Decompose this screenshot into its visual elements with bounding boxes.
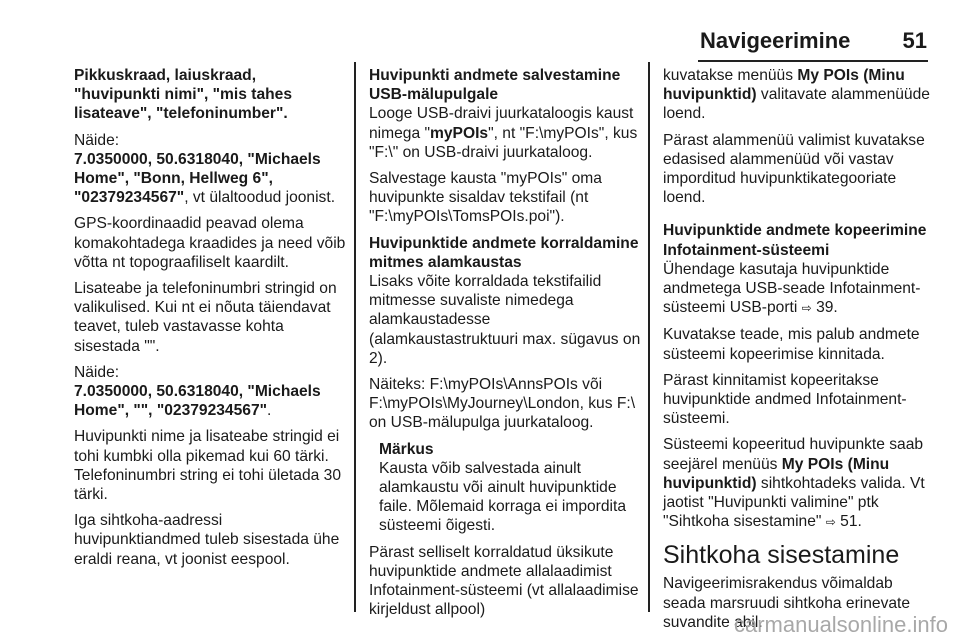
column-divider-2	[648, 62, 650, 612]
paragraph: Lisaks võite korraldada tekstifailid mitmesse suvaliste nimedega alamkaustadesse (alamkaustastruktuuri max. sügavus on 2).	[369, 273, 641, 367]
page-header	[700, 28, 927, 56]
paragraph	[369, 104, 641, 162]
text: ", nt "F:\myPOIs", kus "F:\" on USB-draivi juurkataloog.	[369, 124, 638, 161]
paragraph: Salvestage kausta "myPOIs" oma huvipunkte sisaldav tekstifail (nt "F:\myPOIs\TomsPOIs.poi").	[369, 170, 602, 226]
example-2	[74, 363, 346, 421]
paragraph: Navigeerimisrakendus võimaldab seada marsruudi sihtkoha erinevate suvandite abil.	[663, 575, 911, 631]
menu-name: My POIs (Minu huvipunktid)	[663, 67, 905, 104]
folder-name: myPOIs	[430, 124, 489, 142]
text: sihtkohtadeks valida. Vt jaotist "Huvipunkti valimine" ptk "Sihtkoha sisestamine"	[663, 474, 925, 531]
text: Süsteemi kopeeritud huvipunkte saab seejärel menüüs	[663, 436, 924, 473]
paragraph: Pärast alammenüü valimist kuvatakse edasised alammenüüd või vastav imporditud huvipunktikategooriate loend.	[663, 131, 925, 207]
text: Ühendage kasutaja huvipunktide andmetega USB-seade Infotainment-süsteemi USB-porti	[663, 260, 921, 317]
example-label: Näide:	[74, 131, 120, 149]
column-divider-1	[354, 62, 356, 612]
example-rest: , vt ülaltoodud joonist.	[184, 189, 336, 207]
example-label: Näide:	[74, 363, 120, 381]
paragraph: Lisateabe ja telefoninumbri stringid on valikulised. Kui nt ei nõuta täiendavat teavet, tuleb vastavasse kohta sisestada "".	[74, 280, 337, 355]
column-3	[663, 66, 933, 639]
example-value: 7.0350000, 50.6318040, "Michaels Home", "Bonn, Hellweg 6", "02379234567"	[74, 150, 321, 207]
note-text: Kausta võib salvestada ainult alamkaustu või ainult huvipunktide faile. Mõlemaid korraga ei impordita süsteemi õigesti.	[379, 459, 627, 535]
page-number: 51	[902, 28, 927, 53]
column-2	[369, 66, 641, 626]
subheading: Huvipunkti andmete salvestamine USB-mälupulgale	[369, 67, 621, 104]
page-reference[interactable]: 39.	[816, 299, 838, 317]
paragraph: Huvipunkti nime ja lisateabe stringid ei tohi kumbki olla pikemad kui 60 tärki. Telefoninumbri string ei tohi ületada 30 tärki.	[74, 428, 341, 504]
section-title: Navigeerimine	[700, 28, 851, 53]
watermark: carmanualsonline.info	[733, 612, 948, 637]
subheading: Huvipunktide andmete kopeerimine Infotainment-süsteemi	[663, 222, 927, 259]
format-description: Pikkuskraad, laiuskraad, "huvipunkti nimi", "mis tahes lisateave", "telefoninumber".	[74, 67, 293, 123]
paragraph: Pärast kinnitamist kopeeritakse huvipunktide andmed Infotainment-süsteemi.	[663, 371, 907, 428]
page-reference[interactable]: 51.	[840, 513, 862, 531]
paragraph	[663, 260, 933, 319]
text: Looge USB-draivi juurkataloogis kaust nimega "	[369, 105, 634, 142]
paragraph: Pärast selliselt korraldatud üksikute huvipunktide andmete allalaadimist Infotainment-süsteemi (vt allalaadimise kirjeldust allpool)	[369, 543, 639, 619]
column-1	[74, 66, 346, 576]
note-box	[369, 440, 641, 536]
example-value: 7.0350000, 50.6318040, "Michaels Home", "", "02379234567"	[74, 383, 321, 420]
header-rule	[698, 60, 928, 62]
note-title: Märkus	[379, 440, 434, 458]
page-reference-arrow-icon: ⇨	[825, 515, 836, 530]
example-1	[74, 131, 346, 208]
paragraph	[663, 435, 933, 532]
example-rest: .	[267, 402, 272, 420]
paragraph: Iga sihtkoha-aadressi huvipunktiandmed tuleb sisestada ühe eraldi reana, vt joonist eespool.	[74, 512, 340, 568]
paragraph	[663, 66, 933, 124]
paragraph: Kuvatakse teade, mis palub andmete süsteemi kopeerimise kinnitada.	[663, 326, 920, 363]
menu-name: My POIs (Minu huvipunktid)	[663, 455, 890, 492]
text: valitavate alammenüüde loend.	[663, 86, 930, 123]
section-heading: Sihtkoha sisestamine	[663, 541, 900, 570]
subheading: Huvipunktide andmete korraldamine mitmes alamkaustas	[369, 234, 639, 271]
paragraph: Näiteks: F:\myPOIs\AnnsPOIs või F:\myPOIs\MyJourney\London, kus F:\ on USB-mälupulga juurkataloog.	[369, 376, 636, 432]
text: kuvatakse menüüs	[663, 67, 798, 84]
paragraph: GPS-koordinaadid peavad olema komakohtadega kraadides ja need võib võtta nt topograafiliselt kaardilt.	[74, 215, 346, 271]
page-reference-arrow-icon: ⇨	[801, 301, 812, 316]
